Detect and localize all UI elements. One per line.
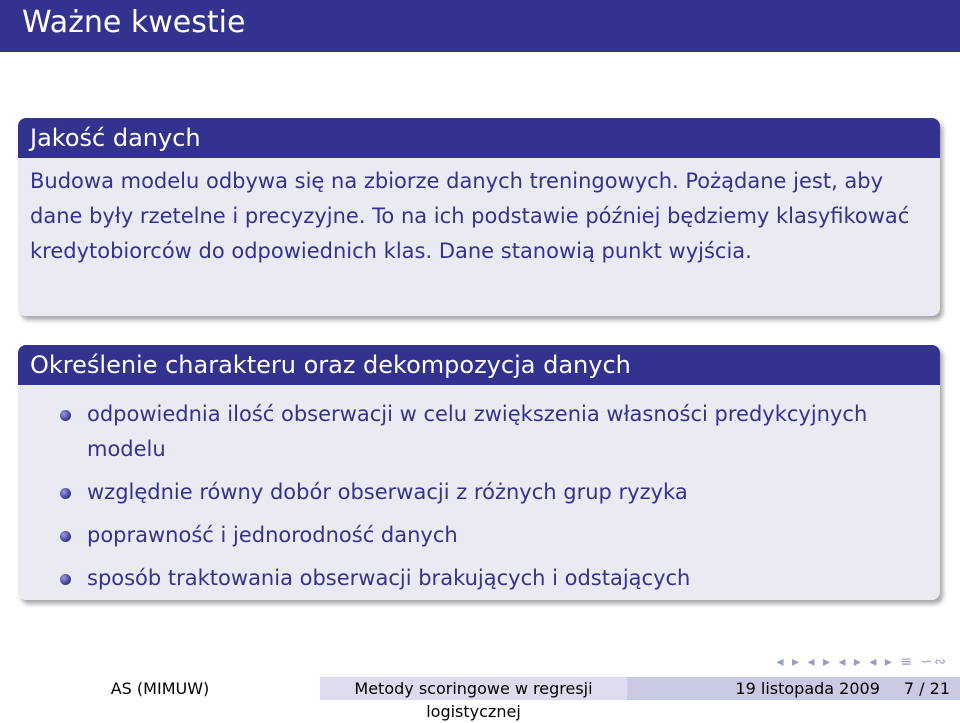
footer-date: 19 listopada 2009	[735, 679, 880, 698]
block-data-decomposition	[18, 345, 940, 600]
list-item: poprawność i jednorodność danych	[30, 518, 928, 553]
frame-title: Ważne kwestie	[0, 0, 960, 52]
list-item: względnie równy dobór obserwacji z różnych grup ryzyka	[30, 475, 928, 510]
list-item: odpowiednia ilość obserwacji w celu zwiększenia własności predykcyjnych modelu	[30, 397, 928, 467]
bullet-icon	[60, 574, 71, 585]
block-body: Budowa modelu odbywa się na zbiorze danych treningowych. Pożądane jest, aby dane były rzetelne i precyzyjne. To na ich podstawie później będziemy klasyfikować kredytobiorców do odpowiednich klas. Dane stanowią punkt wyjścia.	[30, 169, 910, 263]
bullet-icon	[60, 410, 71, 421]
block-title: Określenie charakteru oraz dekompozycja danych	[18, 345, 940, 385]
navigation-controls[interactable]: ◂ ▸ ◂ ▸ ◂ ▸ ◂ ▸ ≡ ∽∾	[776, 654, 948, 670]
footer-author: AS (MIMUW)	[0, 677, 320, 700]
footer-date-page	[627, 677, 960, 700]
list-item: sposób traktowania obserwacji brakujących i odstających	[30, 561, 928, 596]
bullet-icon	[60, 488, 71, 499]
bullet-list	[30, 391, 928, 596]
footer-page-number: 7 / 21	[903, 679, 950, 698]
footer-talk-title: Metody scoringowe w regresji logistycznej	[320, 677, 627, 700]
bullet-icon	[60, 531, 71, 542]
footer	[0, 677, 960, 721]
block-body	[18, 385, 940, 600]
block-title: Jakość danych	[18, 118, 940, 158]
block-data-quality	[18, 118, 940, 316]
